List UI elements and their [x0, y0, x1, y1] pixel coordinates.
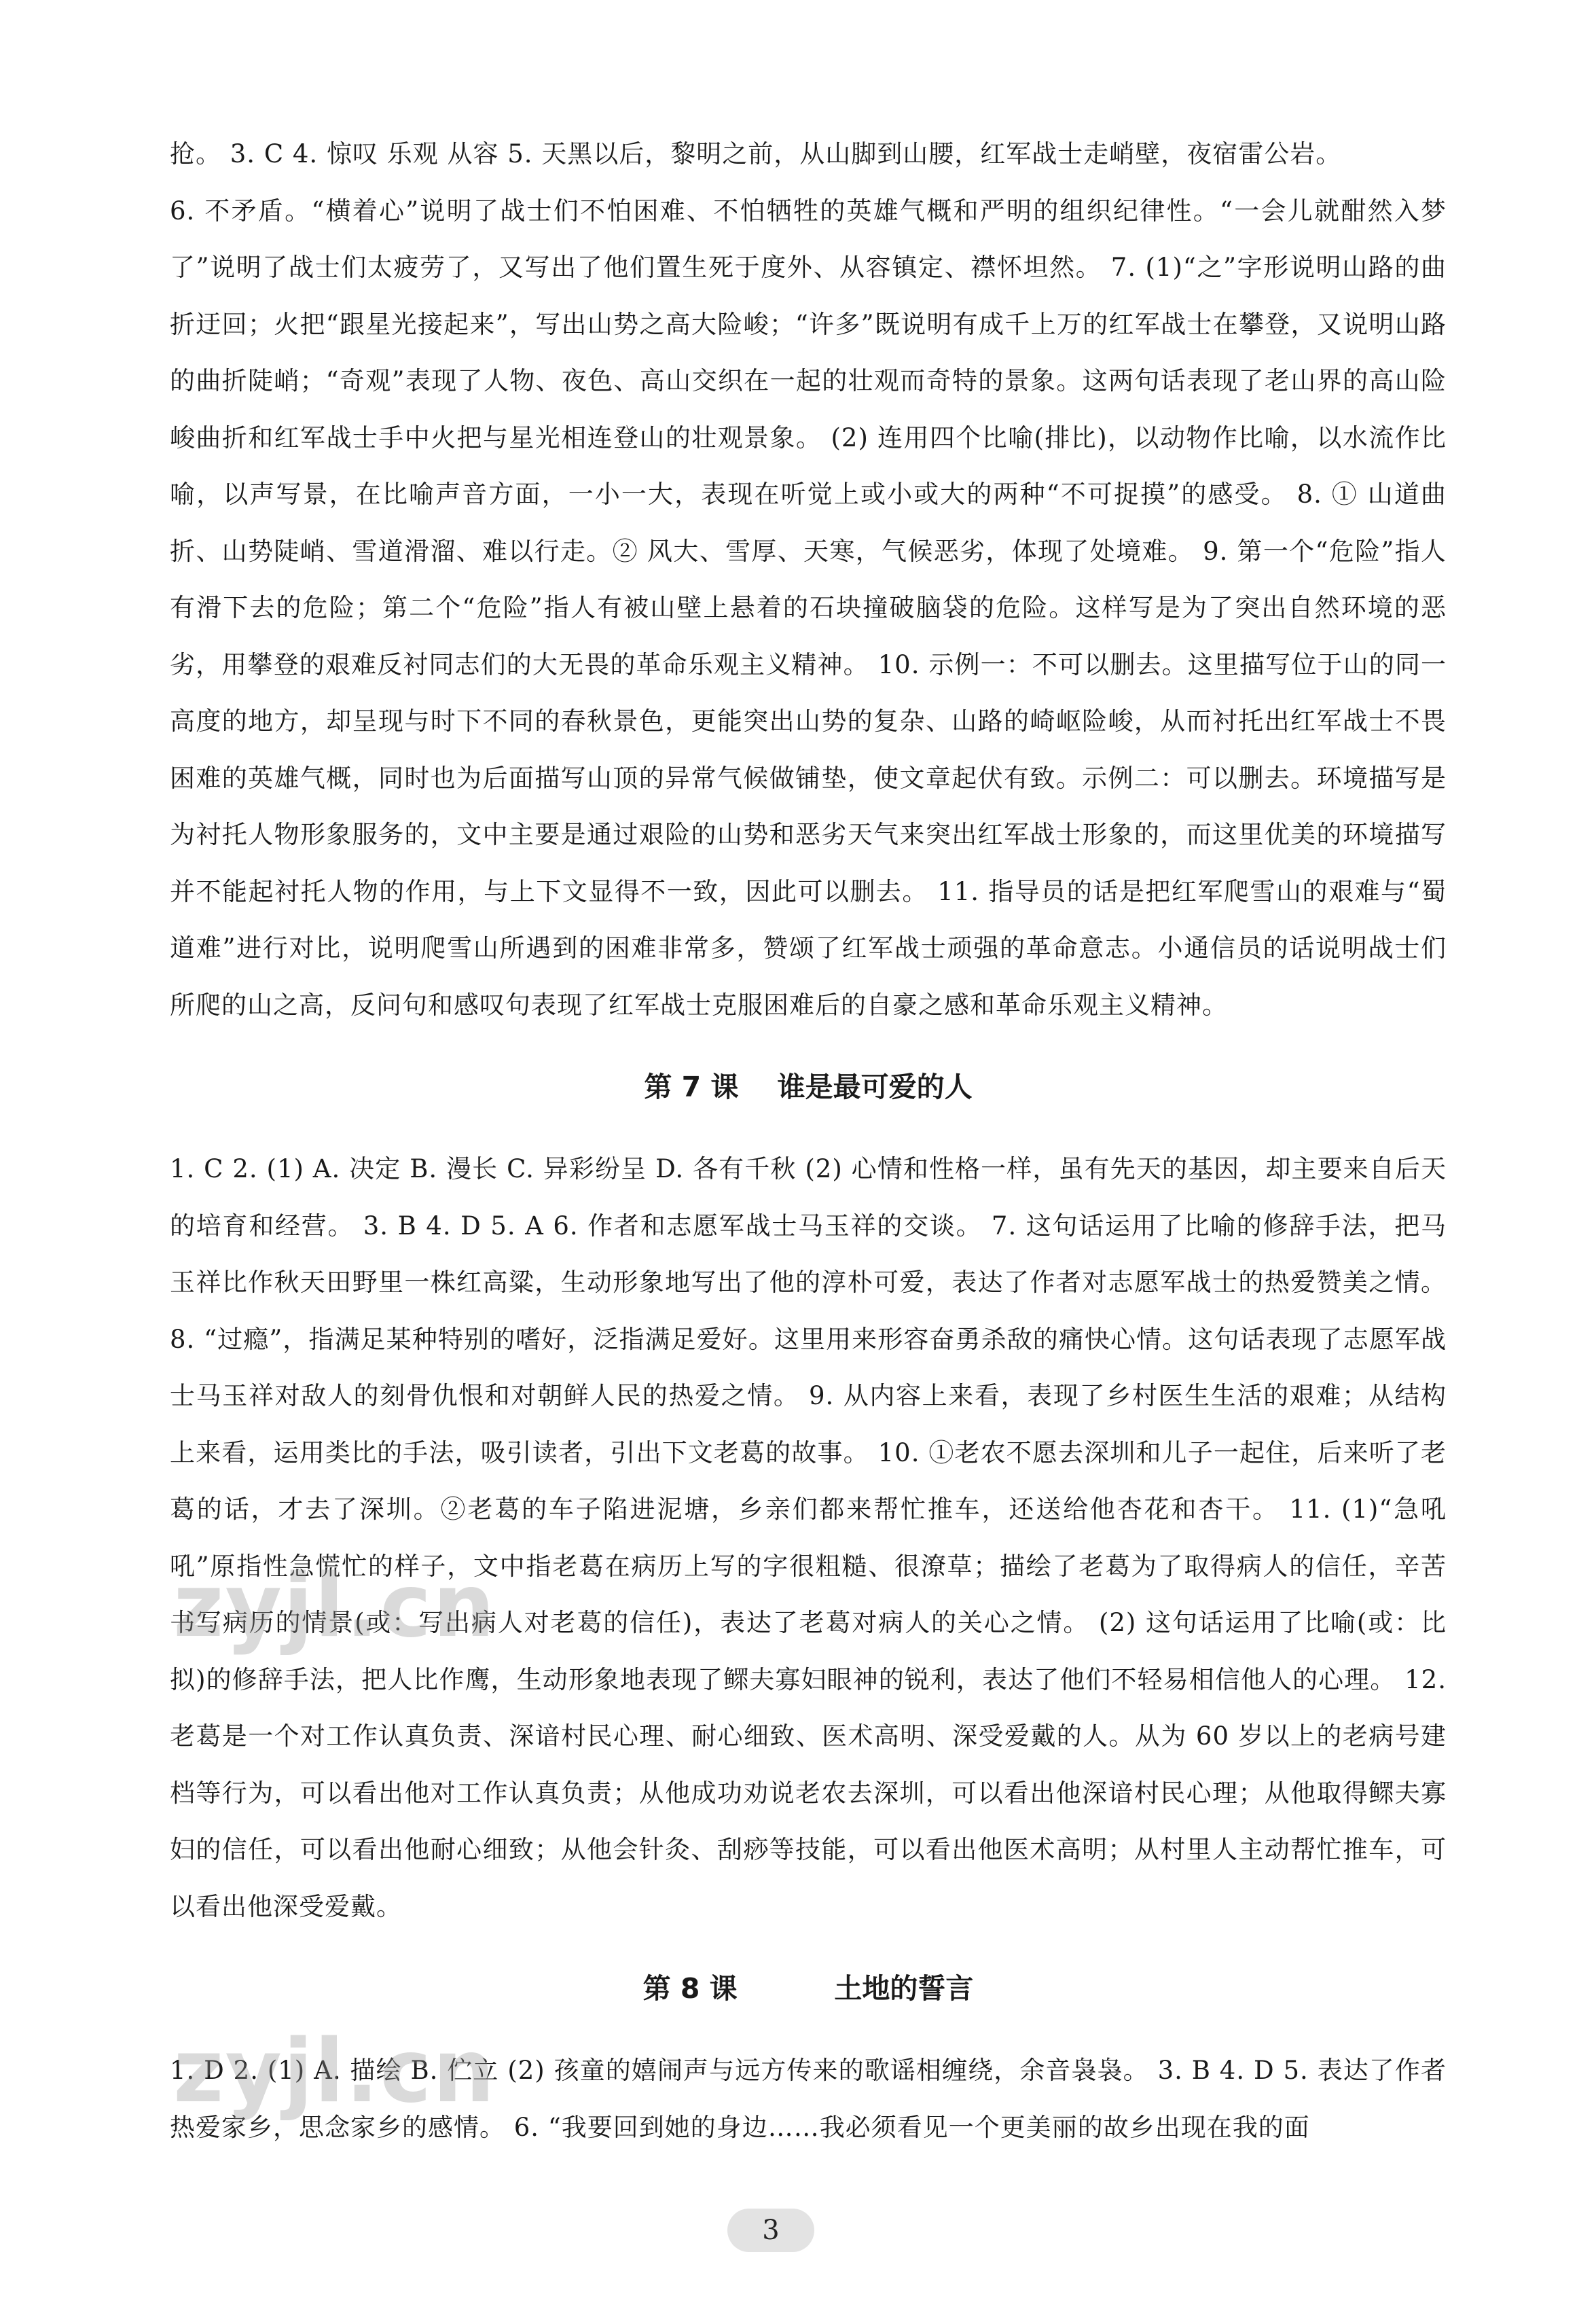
- section-lesson-8: [170, 1935, 1447, 2156]
- answer-paragraph-2: 6. 不矛盾。“横着心”说明了战士们不怕困难、不怕牺牲的英雄气概和严明的组织纪律性。“一会儿就酣然入梦了”说明了战士们太疲劳了，又写出了他们置生死于度外、从容镇定、襟怀坦然。 7. (1)“之”字形说明山路的曲折迂回；火把“跟星光接起来”，写出山势之高大险峻；“许多”既说明有成千上万的红军战士在攀登，又说明山路的曲折陡峭；“奇观”表现了人物、夜色、高山交织在一起的壮观而奇特的景象。这两句话表现了老山界的高山险峻曲折和红军战士手中火把与星光相连登山的壮观景象。 (2) 连用四个比喻(排比)，以动物作比喻，以水流作比喻，以声写景，在比喻声音方面，一小一大，表现在听觉上或小或大的两种“不可捉摸”的感受。 8. ① 山道曲折、山势陡峭、雪道滑溜、难以行走。② 风大、雪厚、天寒，气候恶劣，体现了处境难。 9. 第一个“危险”指人有滑下去的危险；第二个“危险”指人有被山壁上悬着的石块撞破脑袋的危险。这样写是为了突出自然环境的恶劣，用攀登的艰难反衬同志们的大无畏的革命乐观主义精神。 10. 示例一：不可以删去。这里描写位于山的同一高度的地方，却呈现与时下不同的春秋景色，更能突出山势的复杂、山路的崎岖险峻，从而衬托出红军战士不畏困难的英雄气概，同时也为后面描写山顶的异常气候做铺垫，使文章起伏有致。示例二：可以删去。环境描写是为衬托人物形象服务的，文中主要是通过艰险的山势和恶劣天气来突出红军战士形象的，而这里优美的环境描写并不能起衬托人物的作用，与上下文显得不一致，因此可以删去。 11. 指导员的话是把红军爬雪山的艰难与“蜀道难”进行对比，说明爬雪山所遇到的困难非常多，赞颂了红军战士顽强的革命意志。小通信员的话说明战士们所爬的山之高，反问句和感叹句表现了红军战士克服困难后的自豪之感和革命乐观主义精神。: [170, 196, 1447, 1020]
- lesson-7-title: 第 7 课 谁是最可爱的人: [644, 1071, 973, 1103]
- page-number-badge: [727, 2209, 814, 2252]
- answer-paragraph-4: 1. D 2. (1) A. 描绘 B. 伫立 (2) 孩童的嬉闹声与远方传来的歌谣相缠绕，余音袅袅。 3. B 4. D 5. 表达了作者热爱家乡，思念家乡的感情。 6. “我要回到她的身边……我必须看见一个更美丽的故乡出现在我的面: [170, 2056, 1447, 2142]
- lesson-8-title: 第 8 课 土地的誓言: [642, 1972, 974, 2005]
- section-lesson-6-tail: [170, 126, 1447, 1033]
- section-lesson-7: [170, 1033, 1447, 1935]
- answer-paragraph-1: 抢。 3. C 4. 惊叹 乐观 从容 5. 天黑以后，黎明之前，从山脚到山腰，红军战士走峭壁，夜宿雷公岩。: [170, 139, 1342, 168]
- watermark-zyjl: zyjl.cn: [173, 1556, 496, 1657]
- answer-page: [170, 126, 1447, 2156]
- watermark-zyjl: zyjl.cn: [173, 2021, 496, 2122]
- page-number: 3: [762, 2215, 780, 2246]
- answer-paragraph-3: 1. C 2. (1) A. 决定 B. 漫长 C. 异彩纷呈 D. 各有千秋 (2) 心情和性格一样，虽有先天的基因，却主要来自后天的培育和经营。 3. B 4. D 5. A 6. 作者和志愿军战士马玉祥的交谈。 7. 这句话运用了比喻的修辞手法，把马玉祥比作秋天田野里一株红高粱，生动形象地写出了他的淳朴可爱，表达了作者对志愿军战士的热爱赞美之情。 8. “过瘾”，指满足某种特别的嗜好，泛指满足爱好。这里用来形容奋勇杀敌的痛快心情。这句话表现了志愿军战士马玉祥对敌人的刻骨仇恨和对朝鲜人民的热爱之情。 9. 从内容上来看，表现了乡村医生生活的艰难；从结构上来看，运用类比的手法，吸引读者，引出下文老葛的故事。 10. ①老农不愿去深圳和儿子一起住，后来听了老葛的话，才去了深圳。②老葛的车子陷进泥塘，乡亲们都来帮忙推车，还送给他杏花和杏干。 11. (1)“急吼吼”原指性急慌忙的样子，文中指老葛在病历上写的字很粗糙、很潦草；描绘了老葛为了取得病人的信任，辛苦书写病历的情景(或：写出病人对老葛的信任)，表达了老葛对病人的关心之情。 (2) 这句话运用了比喻(或：比拟)的修辞手法，把人比作鹰，生动形象地表现了鳏夫寡妇眼神的锐利，表达了他们不轻易相信他人的心理。 12. 老葛是一个对工作认真负责、深谙村民心理、耐心细致、医术高明、深受爱戴的人。从为 60 岁以上的老病号建档等行为，可以看出他对工作认真负责；从他成功劝说老农去深圳，可以看出他深谙村民心理；从他取得鳏夫寡妇的信任，可以看出他耐心细致；从他会针灸、刮痧等技能，可以看出他医术高明；从村里人主动帮忙推车，可以看出他深受爱戴。: [170, 1154, 1447, 1921]
